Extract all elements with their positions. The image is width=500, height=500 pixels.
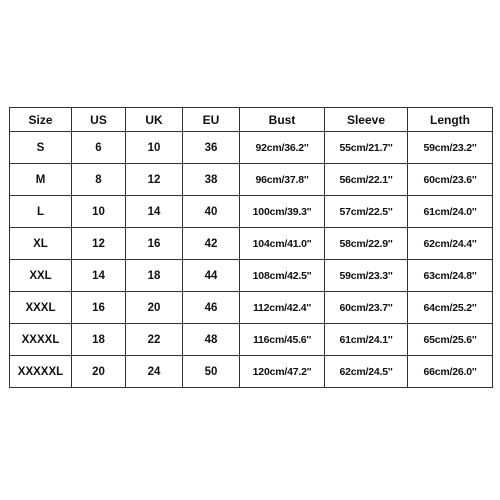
cell-us: 16 <box>72 292 126 324</box>
cell-eu: 46 <box>183 292 240 324</box>
cell-size: XL <box>10 228 72 260</box>
size-chart-header <box>10 108 493 132</box>
cell-length: 66cm/26.0'' <box>408 356 493 388</box>
cell-eu: 50 <box>183 356 240 388</box>
cell-bust: 112cm/42.4'' <box>240 292 325 324</box>
cell-size: L <box>10 196 72 228</box>
size-chart-body <box>10 132 493 388</box>
cell-eu: 44 <box>183 260 240 292</box>
cell-eu: 42 <box>183 228 240 260</box>
cell-uk: 24 <box>126 356 183 388</box>
cell-length: 60cm/23.6'' <box>408 164 493 196</box>
header-row <box>10 108 493 132</box>
cell-us: 18 <box>72 324 126 356</box>
cell-length: 59cm/23.2'' <box>408 132 493 164</box>
cell-length: 62cm/24.4'' <box>408 228 493 260</box>
cell-length: 64cm/25.2'' <box>408 292 493 324</box>
table-row <box>10 228 493 260</box>
cell-us: 10 <box>72 196 126 228</box>
cell-bust: 96cm/37.8'' <box>240 164 325 196</box>
cell-size: M <box>10 164 72 196</box>
header-eu: EU <box>183 108 240 132</box>
cell-eu: 40 <box>183 196 240 228</box>
cell-bust: 116cm/45.6'' <box>240 324 325 356</box>
cell-eu: 38 <box>183 164 240 196</box>
cell-uk: 12 <box>126 164 183 196</box>
cell-size: XXL <box>10 260 72 292</box>
cell-size: S <box>10 132 72 164</box>
cell-eu: 36 <box>183 132 240 164</box>
cell-size: XXXL <box>10 292 72 324</box>
cell-length: 63cm/24.8'' <box>408 260 493 292</box>
header-sleeve: Sleeve <box>325 108 408 132</box>
header-us: US <box>72 108 126 132</box>
cell-uk: 14 <box>126 196 183 228</box>
size-chart-table <box>9 107 493 388</box>
cell-sleeve: 60cm/23.7'' <box>325 292 408 324</box>
table-row <box>10 260 493 292</box>
cell-us: 20 <box>72 356 126 388</box>
cell-uk: 22 <box>126 324 183 356</box>
table-row <box>10 292 493 324</box>
cell-bust: 100cm/39.3'' <box>240 196 325 228</box>
table-row <box>10 324 493 356</box>
table-row <box>10 356 493 388</box>
cell-length: 65cm/25.6'' <box>408 324 493 356</box>
table-row <box>10 164 493 196</box>
cell-size: XXXXL <box>10 324 72 356</box>
cell-sleeve: 61cm/24.1'' <box>325 324 408 356</box>
header-uk: UK <box>126 108 183 132</box>
table-row <box>10 196 493 228</box>
cell-length: 61cm/24.0'' <box>408 196 493 228</box>
cell-us: 14 <box>72 260 126 292</box>
cell-bust: 92cm/36.2'' <box>240 132 325 164</box>
header-length: Length <box>408 108 493 132</box>
cell-uk: 10 <box>126 132 183 164</box>
cell-sleeve: 62cm/24.5'' <box>325 356 408 388</box>
cell-sleeve: 58cm/22.9'' <box>325 228 408 260</box>
cell-us: 8 <box>72 164 126 196</box>
cell-sleeve: 56cm/22.1'' <box>325 164 408 196</box>
cell-uk: 16 <box>126 228 183 260</box>
cell-us: 12 <box>72 228 126 260</box>
cell-us: 6 <box>72 132 126 164</box>
cell-size: XXXXXL <box>10 356 72 388</box>
cell-uk: 20 <box>126 292 183 324</box>
table-row <box>10 132 493 164</box>
cell-bust: 120cm/47.2'' <box>240 356 325 388</box>
header-size: Size <box>10 108 72 132</box>
cell-bust: 104cm/41.0'' <box>240 228 325 260</box>
cell-uk: 18 <box>126 260 183 292</box>
cell-eu: 48 <box>183 324 240 356</box>
cell-sleeve: 55cm/21.7'' <box>325 132 408 164</box>
header-bust: Bust <box>240 108 325 132</box>
cell-bust: 108cm/42.5'' <box>240 260 325 292</box>
cell-sleeve: 59cm/23.3'' <box>325 260 408 292</box>
cell-sleeve: 57cm/22.5'' <box>325 196 408 228</box>
